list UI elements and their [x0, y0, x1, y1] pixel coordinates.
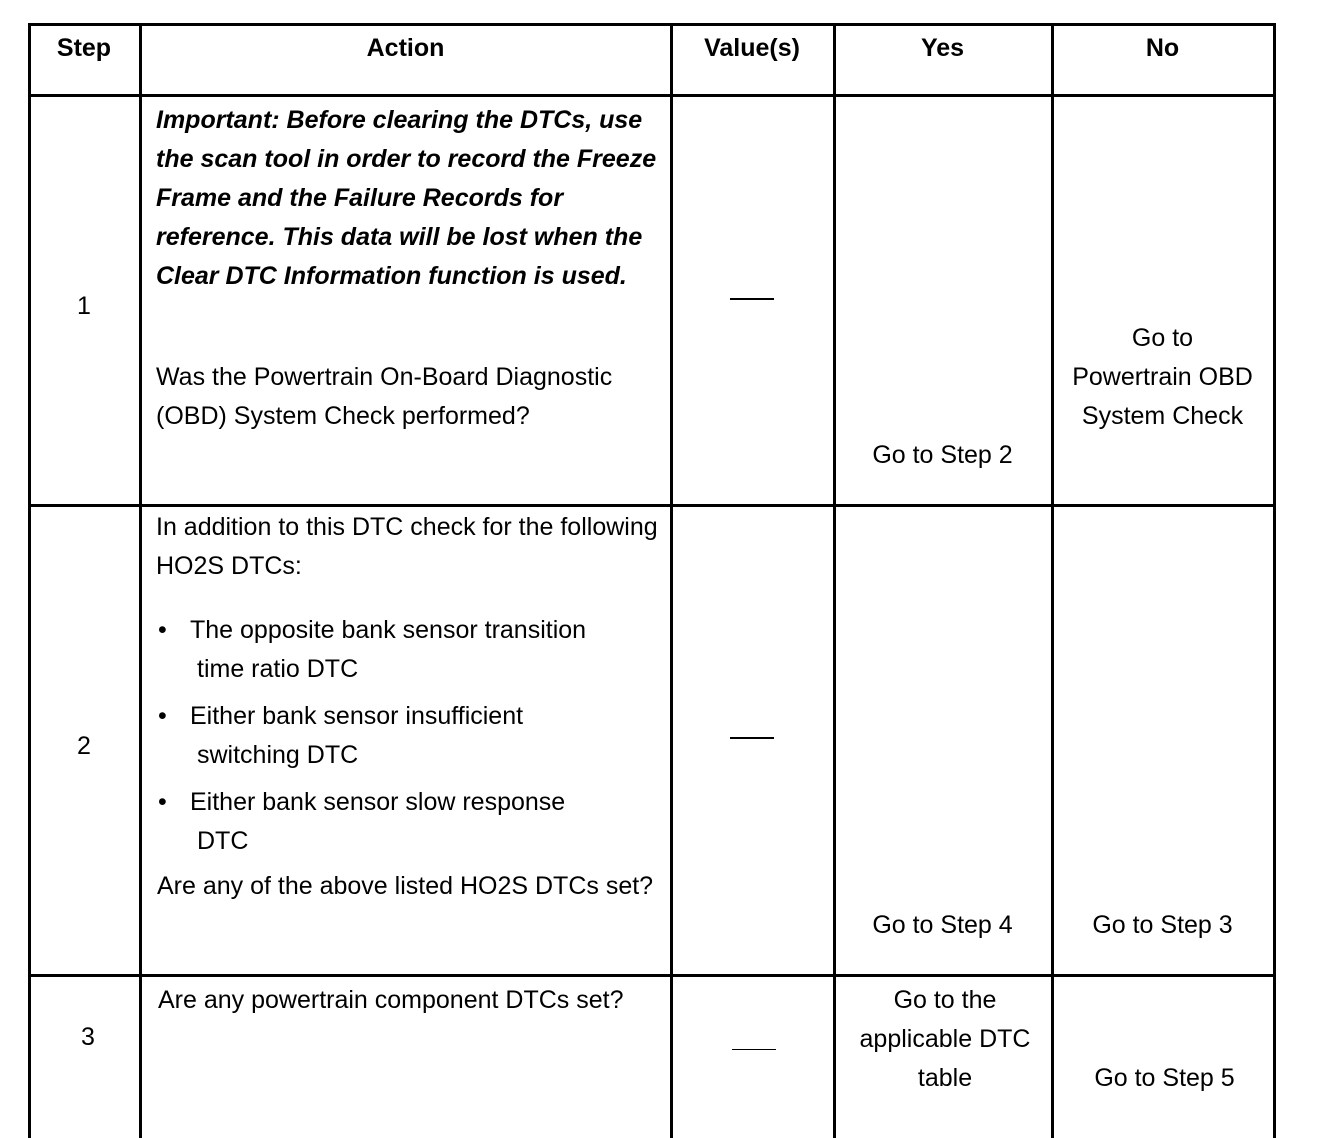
no-action: Go to Step 5 — [1094, 1064, 1235, 1092]
value-dash — [730, 737, 774, 739]
header-action: Action — [366, 34, 445, 62]
important-note: Important: Before clearing the DTCs, use the scan tool in order to record the Freeze Frame and the Failure Records for reference. This data will be lost when the Clear DTC Information function is used. — [156, 106, 657, 290]
table-header-row — [28, 23, 1276, 97]
grid-line — [139, 23, 142, 1138]
value-dash — [732, 1049, 776, 1050]
dtc-bullet-list — [156, 611, 661, 869]
grid-line — [28, 23, 31, 1138]
step-number: 2 — [77, 732, 91, 760]
header-step: Step — [56, 34, 112, 62]
yes-action: Go to Step 2 — [872, 441, 1013, 469]
grid-line — [833, 23, 836, 1138]
step-number: 1 — [77, 292, 91, 320]
bullet-item: • Either bank sensor slow response DTC — [158, 788, 566, 855]
action-question: Are any powertrain component DTCs set? — [158, 986, 624, 1014]
header-yes: Yes — [920, 34, 965, 62]
value-dash — [730, 298, 774, 300]
yes-action: Go to Step 4 — [872, 911, 1013, 939]
step-number: 3 — [81, 1023, 95, 1051]
action-intro: In addition to this DTC check for the following HO2S DTCs: — [156, 513, 658, 580]
header-no: No — [1145, 34, 1180, 62]
bullet-item: • The opposite bank sensor transition time ratio DTC — [158, 616, 587, 683]
grid-line — [1273, 23, 1276, 1138]
table-row — [28, 97, 1276, 507]
header-values: Value(s) — [704, 34, 800, 62]
yes-action: Go to the applicable DTC table — [859, 986, 1031, 1092]
action-question: Was the Powertrain On-Board Diagnostic (OBD) System Check performed? — [156, 363, 613, 430]
grid-line — [1051, 23, 1054, 1138]
table-row — [28, 977, 1276, 1138]
no-action: Go to Step 3 — [1092, 911, 1233, 939]
grid-line — [670, 23, 673, 1138]
action-question: Are any of the above listed HO2S DTCs set? — [157, 872, 654, 900]
bullet-item: • Either bank sensor insufficient switching DTC — [158, 702, 524, 769]
no-action: Go to Powertrain OBD System Check — [1072, 324, 1253, 430]
table-row — [28, 507, 1276, 977]
diagnostic-table — [28, 23, 1276, 1138]
